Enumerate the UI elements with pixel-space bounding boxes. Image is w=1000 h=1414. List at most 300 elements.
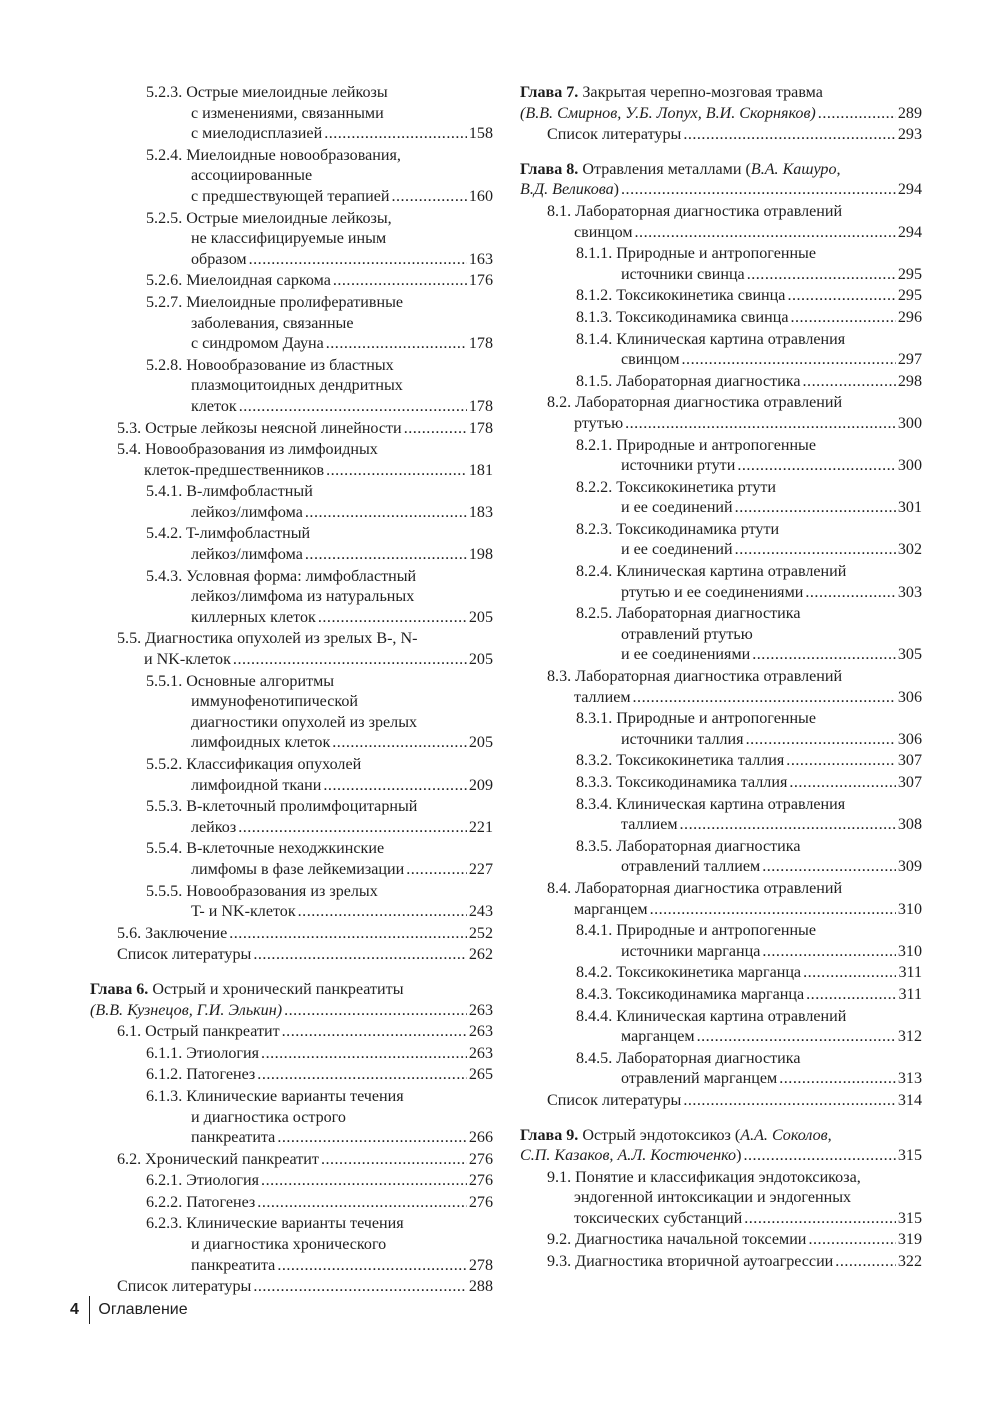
toc-entry-title xyxy=(574,223,633,244)
toc-entry-title xyxy=(191,166,312,187)
toc-entry xyxy=(90,1171,493,1192)
toc-entry-line xyxy=(117,945,493,966)
toc-entry-line xyxy=(90,980,493,1001)
toc-entry xyxy=(90,629,493,670)
entry-text: Список литературы xyxy=(117,1278,252,1296)
toc-entry xyxy=(520,985,922,1006)
toc-entry-line xyxy=(576,308,922,329)
chapter-label: Глава 8. xyxy=(520,160,579,178)
entry-text: с изменениями, связанными xyxy=(191,104,384,122)
toc-entry-title xyxy=(574,1209,742,1230)
toc-page-number: 306 xyxy=(897,688,922,706)
toc-entry-title xyxy=(576,478,776,499)
entry-text: источники ртути xyxy=(621,457,736,475)
dot-leader xyxy=(239,397,467,418)
toc-entry xyxy=(520,202,922,243)
toc-entry-title xyxy=(191,314,354,335)
toc-page-number: 300 xyxy=(897,414,922,432)
toc-entry-line xyxy=(576,330,922,351)
toc-page-number: 178 xyxy=(468,335,493,353)
entry-text: лейкоз/лимфома xyxy=(191,546,303,564)
chapter-authors: В.Д. Великова xyxy=(520,181,614,199)
dot-leader xyxy=(635,223,896,244)
entry-text: 8.3.5. Лабораторная диагностика xyxy=(576,837,801,855)
entry-text: 6.2.1. Этиология xyxy=(146,1172,260,1190)
dot-leader xyxy=(683,125,896,146)
toc-entry-line xyxy=(146,482,493,503)
entry-text: марганцем xyxy=(574,900,648,918)
entry-text: 8.3.4. Клиническая картина отравления xyxy=(576,795,846,813)
entry-text: 8.2. Лабораторная диагностика отравлений xyxy=(547,394,843,412)
entry-text: 5.6. Заключение xyxy=(117,924,228,942)
chapter-label: Глава 6. xyxy=(90,980,149,998)
toc-entry-title xyxy=(576,562,846,583)
toc-entry-title xyxy=(146,482,313,503)
chapter-authors: (В.В. Кузнецов, Г.И. Элькин) xyxy=(90,1001,283,1019)
entry-text: иммунофенотипической xyxy=(191,693,359,711)
toc-entry xyxy=(520,751,922,772)
toc-entry-line xyxy=(547,223,922,244)
chapter-label: Глава 7. xyxy=(520,84,579,101)
dot-leader xyxy=(332,733,467,754)
toc-entry-line xyxy=(576,498,922,519)
toc-entry-title xyxy=(547,1252,833,1273)
toc-page-number: 315 xyxy=(897,1209,922,1227)
entry-text: Список литературы xyxy=(547,1091,682,1109)
toc-entry-line xyxy=(146,608,493,629)
toc-page-number: 303 xyxy=(897,583,922,601)
toc-entry-line xyxy=(576,478,922,499)
dot-leader xyxy=(324,124,467,145)
entry-text: лимфоидных клеток xyxy=(191,734,331,752)
toc-entry xyxy=(90,839,493,880)
toc-entry-line xyxy=(576,265,922,286)
entry-text: 5.4.3. Условная форма: лимфобластный xyxy=(146,567,417,585)
toc-entry-title xyxy=(621,857,760,878)
toc-entry-title xyxy=(191,334,324,355)
entry-text: Список литературы xyxy=(547,126,682,144)
toc-entry-line xyxy=(520,160,922,181)
toc-entry-line xyxy=(117,629,493,650)
toc-entry-line xyxy=(146,229,493,250)
toc-entry-line xyxy=(520,83,922,104)
toc-entry-title xyxy=(191,818,236,839)
toc-entry xyxy=(520,773,922,794)
toc-entry-title xyxy=(191,860,404,881)
toc-page-number: 278 xyxy=(468,1256,493,1274)
toc-entry xyxy=(90,755,493,796)
toc-entry-title xyxy=(621,625,753,646)
toc-entry-line xyxy=(576,942,922,963)
toc-entry-title xyxy=(621,645,750,666)
toc-page-number: 205 xyxy=(468,651,493,669)
toc-entry-line xyxy=(146,271,493,292)
toc-page-number: 307 xyxy=(897,774,922,791)
entry-text: 5.2.7. Миелоидные пролиферативные xyxy=(146,293,404,311)
toc-entry-line xyxy=(146,209,493,230)
entry-text: ртутью и ее соединениями xyxy=(621,583,804,601)
toc-entry-title xyxy=(547,202,842,223)
toc-entry-line xyxy=(146,797,493,818)
toc-entry-line xyxy=(547,1252,922,1273)
page-number: 4 xyxy=(70,1301,79,1318)
toc-chapter-entry xyxy=(90,980,493,1021)
toc-page-number: 266 xyxy=(468,1129,493,1147)
toc-entry xyxy=(90,1150,493,1171)
toc-entry-title xyxy=(117,1022,280,1043)
toc-page-number: 296 xyxy=(897,308,922,326)
toc-page-number: 288 xyxy=(468,1278,493,1296)
toc-entry-title xyxy=(547,125,681,146)
toc-entry-line xyxy=(576,645,922,666)
toc-entry xyxy=(90,1044,493,1065)
toc-entry-title xyxy=(117,945,251,966)
toc-page-number: 178 xyxy=(468,419,493,437)
toc-entry-line xyxy=(146,902,493,923)
toc-page-number: 297 xyxy=(897,351,922,369)
dot-leader xyxy=(257,1065,467,1086)
toc-entry-title xyxy=(574,414,623,435)
toc-entry-title xyxy=(146,1193,255,1214)
toc-entry-title xyxy=(621,730,744,751)
toc-entry-title xyxy=(621,942,760,963)
dot-leader xyxy=(249,250,467,271)
toc-page-number: 243 xyxy=(468,903,493,921)
toc-entry-title xyxy=(576,985,804,1006)
dot-leader xyxy=(787,286,895,307)
toc-entry-line xyxy=(146,1128,493,1149)
toc-entry xyxy=(90,567,493,629)
toc-entry-title xyxy=(146,882,378,903)
toc-entry-line xyxy=(146,1108,493,1129)
entry-text: таллием xyxy=(621,816,678,834)
dot-leader xyxy=(808,1230,895,1251)
entry-text: с синдромом Дауна xyxy=(191,335,324,353)
toc-entry xyxy=(90,924,493,945)
entry-text: 5.5.4. B-клеточные неходжкинские xyxy=(146,840,385,858)
entry-text: источники свинца xyxy=(621,265,745,283)
toc-entry-line xyxy=(146,376,493,397)
toc-page-number: 265 xyxy=(468,1066,493,1084)
entry-text: лимфоидной ткани xyxy=(191,776,322,794)
entry-text: 8.2.3. Токсикодинамика ртути xyxy=(576,520,780,538)
toc-entry-line xyxy=(146,293,493,314)
dot-leader xyxy=(406,860,467,881)
entry-text: 8.1.2. Токсикокинетика свинца xyxy=(576,287,786,305)
toc-entry-line xyxy=(576,730,922,751)
toc-entry-title xyxy=(146,1044,259,1065)
dot-leader xyxy=(318,608,467,629)
entry-text: 8.3. Лабораторная диагностика отравлений xyxy=(547,668,843,686)
dot-leader xyxy=(682,350,896,371)
toc-entry-title xyxy=(547,1168,861,1189)
toc-entry-line xyxy=(146,314,493,335)
toc-page-number: 306 xyxy=(897,730,922,748)
entry-text: 8.3.2. Токсикокинетика таллия xyxy=(576,752,785,770)
entry-text: лейкоз/лимфома из натуральных xyxy=(191,588,415,606)
toc-entry-line xyxy=(90,1001,493,1022)
entry-text: с миелодисплазией xyxy=(191,125,323,143)
dot-leader xyxy=(633,688,896,709)
dot-leader xyxy=(321,1150,467,1171)
toc-page-number: 313 xyxy=(897,1070,922,1088)
dot-leader xyxy=(737,456,896,477)
entry-text: 6.1.3. Клинические варианты течения xyxy=(146,1087,404,1105)
entry-text: и ее соединений xyxy=(621,499,733,517)
entry-text: эндогенной интоксикации и эндогенных xyxy=(574,1189,852,1207)
toc-page-number: 308 xyxy=(897,816,922,834)
dot-leader xyxy=(747,265,896,286)
toc-entry-line xyxy=(576,1049,922,1070)
toc-entry xyxy=(90,1087,493,1149)
page-footer xyxy=(70,1296,188,1324)
toc-entry-line xyxy=(146,1171,493,1192)
dot-leader xyxy=(404,419,467,440)
toc-page-number: 295 xyxy=(897,265,922,283)
toc-entry-line xyxy=(146,187,493,208)
entry-text: Список литературы xyxy=(117,946,252,964)
dot-leader xyxy=(238,818,467,839)
entry-text: лимфомы в фазе лейкемизации xyxy=(191,860,405,878)
dot-leader xyxy=(735,498,896,519)
toc-entry-title xyxy=(520,180,619,201)
entry-text: 8.2.2. Токсикокинетика ртути xyxy=(576,478,777,496)
dot-leader xyxy=(752,645,896,666)
toc-entry-title xyxy=(520,1126,832,1147)
dot-leader xyxy=(277,1256,467,1277)
toc-entry-line xyxy=(576,857,922,878)
toc-entry-title xyxy=(117,1150,319,1171)
toc-page-number: 322 xyxy=(897,1253,922,1271)
toc-entry-title xyxy=(576,837,801,858)
toc-entry-title xyxy=(144,650,231,671)
dot-leader xyxy=(680,815,896,836)
toc-entry xyxy=(90,672,493,754)
entry-text: 6.1. Острый панкреатит xyxy=(117,1023,280,1041)
toc-page-number: 300 xyxy=(897,457,922,475)
toc-entry-title xyxy=(191,692,358,713)
toc-page-number: 289 xyxy=(897,104,922,122)
toc-entry-title xyxy=(621,265,745,286)
toc-entry xyxy=(520,709,922,750)
toc-entry xyxy=(520,1230,922,1251)
toc-entry-line xyxy=(576,1027,922,1048)
dot-leader xyxy=(762,942,896,963)
toc-entry-line xyxy=(576,985,922,1006)
toc-page-number: 315 xyxy=(897,1147,922,1165)
entry-text: 8.4.3. Токсикодинамика марганца xyxy=(576,985,805,1003)
toc-entry-title xyxy=(146,356,394,377)
entry-text: 5.5.3. B-клеточный пролимфоцитарный xyxy=(146,798,418,816)
entry-text: 8.4.5. Лабораторная диагностика xyxy=(576,1049,801,1067)
toc-entry-title xyxy=(146,797,417,818)
toc-entry-line xyxy=(547,1168,922,1189)
entry-text: 8.4.2. Токсикокинетика марганца xyxy=(576,964,802,982)
toc-entry-title xyxy=(547,1230,806,1251)
toc-entry-line xyxy=(547,667,922,688)
toc-entry-title xyxy=(576,308,788,329)
toc-page-number: 263 xyxy=(468,1001,493,1019)
toc-entry-title xyxy=(191,503,303,524)
toc-entry xyxy=(90,1193,493,1214)
toc-entry xyxy=(520,1091,922,1112)
entry-text: 5.2.5. Острые миелоидные лейкозы, xyxy=(146,209,392,227)
toc-entry-title xyxy=(191,713,417,734)
toc-page-number: 302 xyxy=(897,541,922,559)
toc-entry xyxy=(90,882,493,923)
entry-text: 5.2.3. Острые миелоидные лейкозы xyxy=(146,84,388,101)
toc-chapter-entry xyxy=(520,1126,922,1167)
toc-entry xyxy=(520,562,922,603)
toc-entry xyxy=(520,1007,922,1048)
entry-text: панкреатита xyxy=(191,1129,276,1147)
entry-text: 9.1. Понятие и классификация эндотоксикоза, xyxy=(547,1168,861,1186)
toc-entry-title xyxy=(90,980,404,1001)
entry-text: 5.2.4. Миелоидные новообразования, xyxy=(146,146,401,164)
toc-page-number: 227 xyxy=(468,860,493,878)
dot-leader xyxy=(625,414,896,435)
toc-entry-title xyxy=(621,540,733,561)
toc-entry-line xyxy=(576,773,922,794)
toc-page-number: 310 xyxy=(897,942,922,960)
toc-entry-line xyxy=(576,436,922,457)
toc-page-number: 294 xyxy=(897,181,922,199)
toc-page-number: 263 xyxy=(468,1044,493,1062)
section-title: Оглавление xyxy=(98,1301,188,1318)
dot-leader xyxy=(229,924,467,945)
entry-text: 8.3.3. Токсикодинамика таллия xyxy=(576,774,788,791)
toc-page-number: 163 xyxy=(468,250,493,268)
toc-entry-line xyxy=(146,166,493,187)
entry-text: 5.5.1. Основные алгоритмы xyxy=(146,672,335,690)
toc-page-number: 307 xyxy=(897,752,922,770)
toc-entry-title xyxy=(547,879,842,900)
toc-page-number: 298 xyxy=(897,372,922,390)
toc-page-number: 293 xyxy=(897,126,922,144)
entry-text: 8.1. Лабораторная диагностика отравлений xyxy=(547,202,843,220)
dot-leader xyxy=(803,372,896,393)
toc-entry xyxy=(520,478,922,519)
toc-entry-line xyxy=(117,440,493,461)
toc-entry xyxy=(90,524,493,565)
dot-leader xyxy=(323,776,466,797)
toc-entry xyxy=(90,209,493,271)
entry-text: образом xyxy=(191,250,247,268)
entry-text: и диагностика хронического xyxy=(191,1236,387,1254)
toc-entry-title xyxy=(576,520,779,541)
toc-entry-line xyxy=(576,921,922,942)
toc-entry-title xyxy=(146,146,401,167)
entry-text: 8.2.4. Клиническая картина отравлений xyxy=(576,563,847,581)
toc-entry-title xyxy=(576,921,816,942)
dot-leader xyxy=(735,540,896,561)
toc-entry-line xyxy=(576,583,922,604)
toc-entry-line xyxy=(146,860,493,881)
toc-entry-title xyxy=(117,1277,251,1298)
toc-entry-line xyxy=(117,1022,493,1043)
entry-text: с предшествующей терапией xyxy=(191,187,390,205)
toc-entry-line xyxy=(146,1214,493,1235)
entry-text: T- и NK-клеток xyxy=(191,903,296,921)
toc-entry-title xyxy=(191,250,247,271)
entry-text: марганцем xyxy=(621,1028,695,1046)
toc-entry-line xyxy=(547,1209,922,1230)
toc-entry xyxy=(520,879,922,920)
toc-entry xyxy=(520,667,922,708)
entry-text: 6.1.1. Этиология xyxy=(146,1044,260,1062)
toc-entry-title xyxy=(146,672,334,693)
toc-entry-title xyxy=(621,1027,695,1048)
toc-page-number: 181 xyxy=(468,461,493,479)
entry-text: 6.2.2. Патогенез xyxy=(146,1193,256,1211)
toc-entry-title xyxy=(191,397,237,418)
dot-leader xyxy=(697,1027,896,1048)
footer-divider xyxy=(89,1296,91,1324)
toc-entry xyxy=(90,440,493,481)
entry-text: 5.2.8. Новообразование из бластных xyxy=(146,356,394,374)
dot-leader xyxy=(683,1091,896,1112)
dot-leader xyxy=(835,1252,896,1273)
toc-entry xyxy=(520,244,922,285)
toc-entry-title xyxy=(621,1069,777,1090)
toc-page-number: 319 xyxy=(897,1231,922,1249)
toc-entry-line xyxy=(576,372,922,393)
toc-entry-title xyxy=(576,604,801,625)
toc-entry-title xyxy=(576,1007,846,1028)
toc-entry-title xyxy=(191,1128,275,1149)
toc-entry-title xyxy=(191,902,296,923)
toc-entry-line xyxy=(146,818,493,839)
entry-text: отравлений таллием xyxy=(621,858,761,876)
toc-entry-line xyxy=(576,562,922,583)
toc-entry xyxy=(90,1065,493,1086)
toc-entry-line xyxy=(146,1065,493,1086)
entry-text: 9.2. Диагностика начальной токсемии xyxy=(547,1231,807,1249)
toc-page-number: 209 xyxy=(468,776,493,794)
toc-entry-line xyxy=(146,545,493,566)
entry-text: 5.4.2. T-лимфобластный xyxy=(146,525,311,543)
dot-leader xyxy=(333,271,467,292)
entry-text: 5.2.6. Миелоидная саркома xyxy=(146,272,331,290)
entry-text: лейкоз xyxy=(191,818,237,836)
toc-entry-line xyxy=(117,650,493,671)
toc-entry-line xyxy=(576,751,922,772)
entry-text: отравлений марганцем xyxy=(621,1070,778,1088)
toc-entry-line xyxy=(576,1007,922,1028)
toc-entry-line xyxy=(520,1126,922,1147)
toc-entry-title xyxy=(191,776,321,797)
entry-text: 9.3. Диагностика вторичной аутоагрессии xyxy=(547,1253,834,1271)
entry-text: 8.1.5. Лабораторная диагностика xyxy=(576,372,801,390)
toc-entry xyxy=(90,356,493,418)
dot-leader xyxy=(743,1146,895,1167)
entry-text: 5.5.5. Новообразования из зрелых xyxy=(146,882,378,900)
toc-entry xyxy=(520,1049,922,1090)
chapter-authors: А.А. Соколов, xyxy=(740,1126,832,1144)
toc-entry-title xyxy=(547,393,842,414)
toc-entry xyxy=(520,1252,922,1273)
dot-leader xyxy=(786,751,896,772)
toc-entry-line xyxy=(576,286,922,307)
toc-entry-line xyxy=(547,1091,922,1112)
entry-text: 6.2. Хронический панкреатит xyxy=(117,1150,319,1168)
toc-entry-line xyxy=(547,125,922,146)
dot-leader xyxy=(391,187,466,208)
toc-entry-line xyxy=(117,1150,493,1171)
toc-entry-line xyxy=(146,839,493,860)
entry-text: 6.2.3. Клинические варианты течения xyxy=(146,1215,404,1233)
toc-entry-line xyxy=(576,815,922,836)
